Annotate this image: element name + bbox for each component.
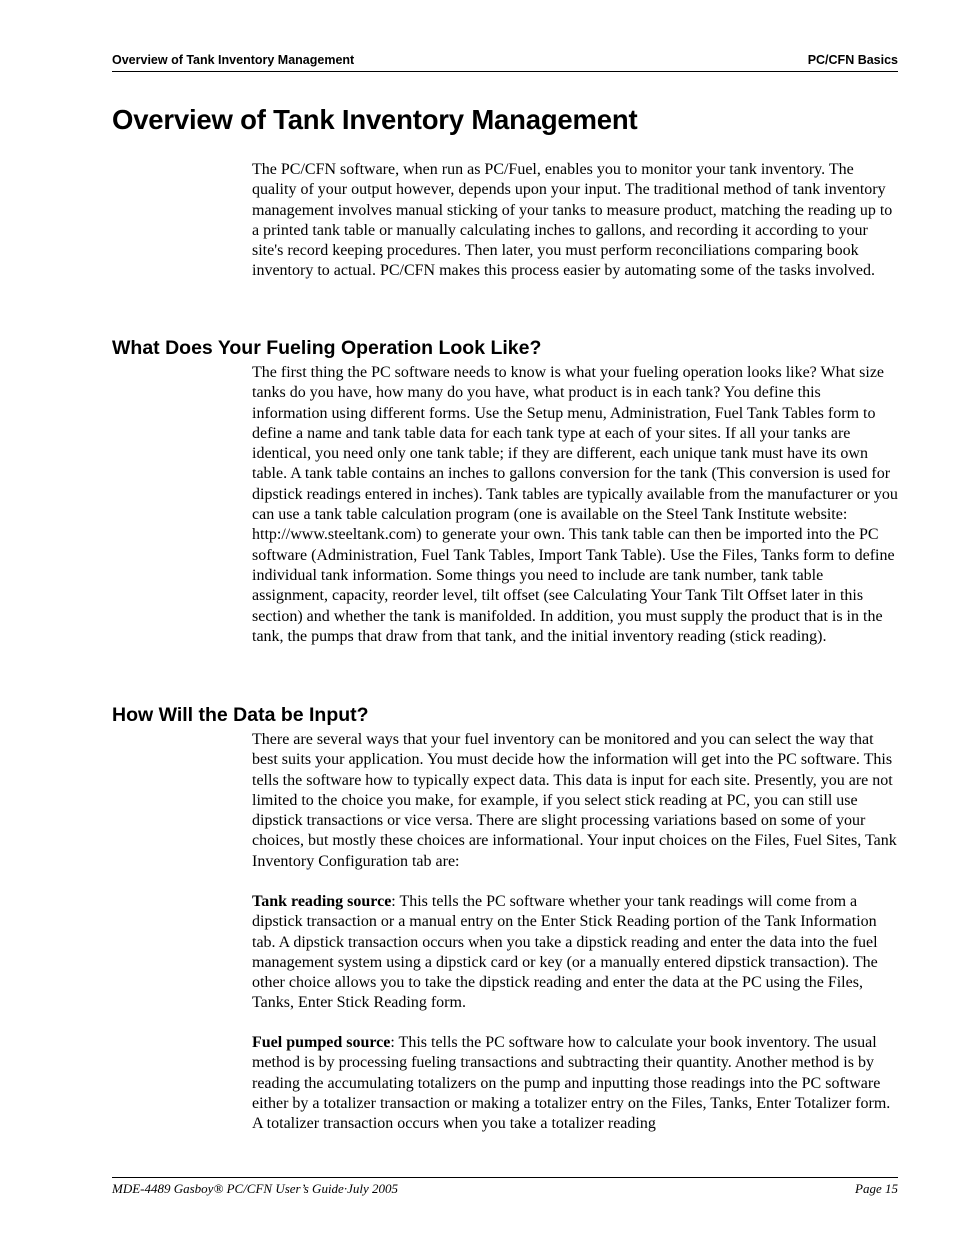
footer-divider: [112, 1177, 898, 1178]
definition-text: : This tells the PC software how to calculate your book inventory. The usual method is by processing fueling transactions and subtracting their quantity. Another method is by reading the accumulating totalizers on the pump and inputting those readings into the PC software either by a totalizer transaction or making a totalizer entry on the Files, Tanks, Enter Totalizer form. A totalizer transaction occurs when you take a totalizer reading: [252, 1034, 891, 1133]
definition-text: : This tells the PC software whether your tank readings will come from a dipstick transaction or a manual entry on the Enter Stick Reading portion of the Tank Information tab. A dipstick transaction occurs when you take a dipstick reading and enter the data into the fuel management system using a dipstick card or key (or a manually entered dipstick transaction). The other choice allows you to take the dipstick reading and enter the data at the PC using the Files, Tanks, Enter Stick Reading form.: [252, 893, 878, 1012]
definition-term: Tank reading source: [252, 893, 392, 910]
definition-term: Fuel pumped source: [252, 1034, 391, 1051]
header-divider: [112, 71, 898, 72]
header-section-name: PC/CFN Basics: [807, 53, 898, 67]
page-title: Overview of Tank Inventory Management: [112, 104, 638, 135]
footer-page-number: Page 15: [855, 1181, 898, 1196]
header-chapter-title: Overview of Tank Inventory Management: [112, 53, 355, 67]
fueling-operation-paragraph: The first thing the PC software needs to know is what your fueling operation looks like? What size tanks do you have, how many do you have, what product is in each tank? You define this information using different forms. Use the Setup menu, Administration, Fuel Tank Tables form to define a name and tank table data for each tank type at each of your sites. If all your tanks are identical, you need only one tank table; if they are different, each unique tank must have its own table. A tank table contains an inches to gallons conversion for the tank (This conversion is used for dipstick readings entered in inches). Tank tables are typically available from the manufacturer or you can use a tank table calculation program (one is available on the Steel Tank Institute website: http://www.steeltank.com) to generate your own. This tank table can then be imported into the PC software (Administration, Fuel Tank Tables, Import Tank Table). Use the Files, Tanks form to define individual tank information. Some things you need to include are tank number, tank table assignment, capacity, reorder level, tilt offset (see Calculating Your Tank Tilt Offset later in this section) and whether the tank is manifolded. In addition, you must supply the product that is in the tank, the pumps that draw from that tank, and the initial inventory reading (stick reading).: [252, 364, 898, 645]
section-heading-data-input: How Will the Data be Input?: [112, 704, 369, 726]
definition-tank-reading-source: [252, 892, 898, 1014]
intro-paragraph: The PC/CFN software, when run as PC/Fuel, enables you to monitor your tank inventory. The quality of your output however, depends upon your input. The traditional method of tank inventory management involves manual sticking of your tanks to measure product, matching the reading up to a printed tank table or manually calculating inches to gallons, and recording it according to your site's record keeping procedures. Then later, you must perform reconciliations comparing book inventory to actual. PC/CFN makes this process easier by automating some of the tasks involved.: [252, 161, 893, 280]
definition-fuel-pumped-source: [252, 1033, 898, 1134]
data-input-paragraph: There are several ways that your fuel inventory can be monitored and you can select the way that best suits your application. You must decide how the information will get into the PC software. This tells the software how to typically expect data. This data is input for each site. Presently, you are not limited to the choice you make, for example, if you select stick reading at PC, you can still use dipstick transactions or vice versa. There are slight processing variations based on some of your choices, but mostly these choices are informational. Your input choices on the Files, Fuel Sites, Tank Inventory Configuration tab are:: [252, 731, 897, 870]
running-header: [112, 52, 898, 68]
footer-document-id: MDE-4489 Gasboy® PC/CFN User’s Guide·July 2005: [112, 1181, 398, 1196]
section-heading-fueling-operation: What Does Your Fueling Operation Look Like?: [112, 337, 542, 359]
running-footer: [112, 1181, 898, 1197]
